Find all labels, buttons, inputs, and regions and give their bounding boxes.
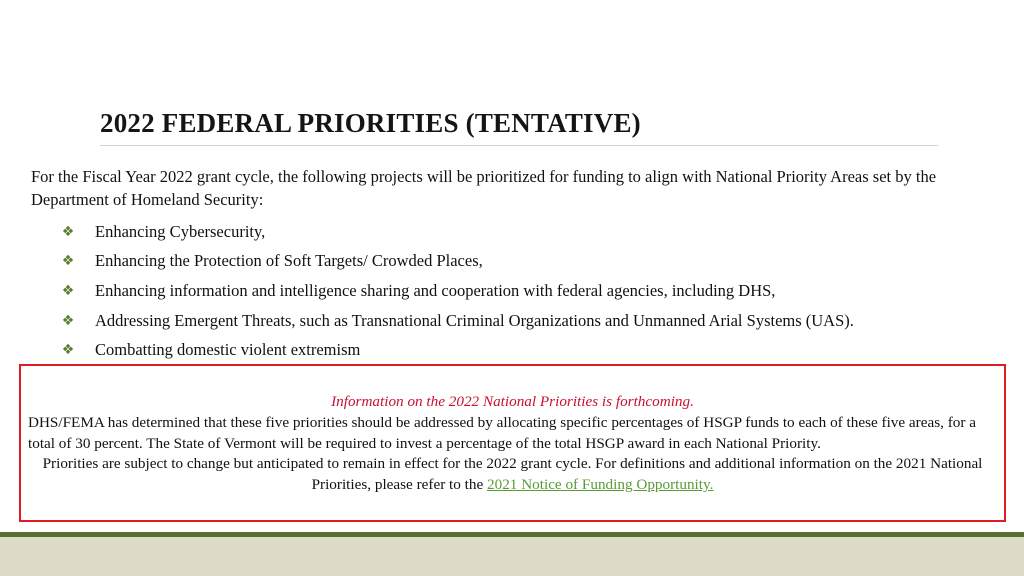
nofo-link[interactable]: 2021 Notice of Funding Opportunity. xyxy=(487,476,714,494)
notice-paragraph: DHS/FEMA has determined that these five priorities should be addressed by allocating specific percentages of HSGP funds to each of these five areas, for a total of 30 percent. The State of Vermont will be required to invest a percentage of the total HSGP award in each National Priority. xyxy=(28,413,976,452)
diamond-bullet-icon: ❖ xyxy=(61,223,75,240)
list-item-text: Enhancing Cybersecurity, xyxy=(95,221,266,241)
list-item-text: Combatting domestic violent extremism xyxy=(95,340,361,360)
diamond-bullet-icon: ❖ xyxy=(61,282,75,299)
list-item-text: Enhancing the Protection of Soft Targets/ Crowded Places, xyxy=(95,251,483,271)
intro-paragraph: For the Fiscal Year 2022 grant cycle, the following projects will be prioritized for funding to align with National Priority Areas set by the Department of Homeland Security: xyxy=(31,167,937,209)
list-item xyxy=(57,306,1007,336)
notice-heading: Information on the 2022 National Priorities is forthcoming. xyxy=(331,393,694,410)
list-item xyxy=(57,217,1007,247)
list-item xyxy=(57,276,1007,306)
list-item-text: Enhancing information and intelligence sharing and cooperation with federal agencies, including DHS, xyxy=(95,280,776,300)
list-item-text: Addressing Emergent Threats, such as Transnational Criminal Organizations and Unmanned Arial Systems (UAS). xyxy=(95,310,854,330)
title-divider xyxy=(100,145,938,146)
footer-band xyxy=(0,537,1024,576)
notice-box xyxy=(19,364,1006,522)
slide-title: 2022 FEDERAL PRIORITIES (TENTATIVE) xyxy=(100,108,641,138)
diamond-bullet-icon: ❖ xyxy=(61,253,75,270)
list-item xyxy=(57,247,1007,277)
diamond-bullet-icon: ❖ xyxy=(61,312,75,329)
list-item xyxy=(57,335,1007,365)
notice-closing xyxy=(21,454,1004,496)
priority-list xyxy=(57,217,1007,365)
diamond-bullet-icon: ❖ xyxy=(61,342,75,359)
notice-closing-text: Priorities are subject to change but anticipated to remain in effect for the 2022 grant cycle. For definitions and additional information on the 2021 National Priorities, please refer to the xyxy=(42,455,983,494)
